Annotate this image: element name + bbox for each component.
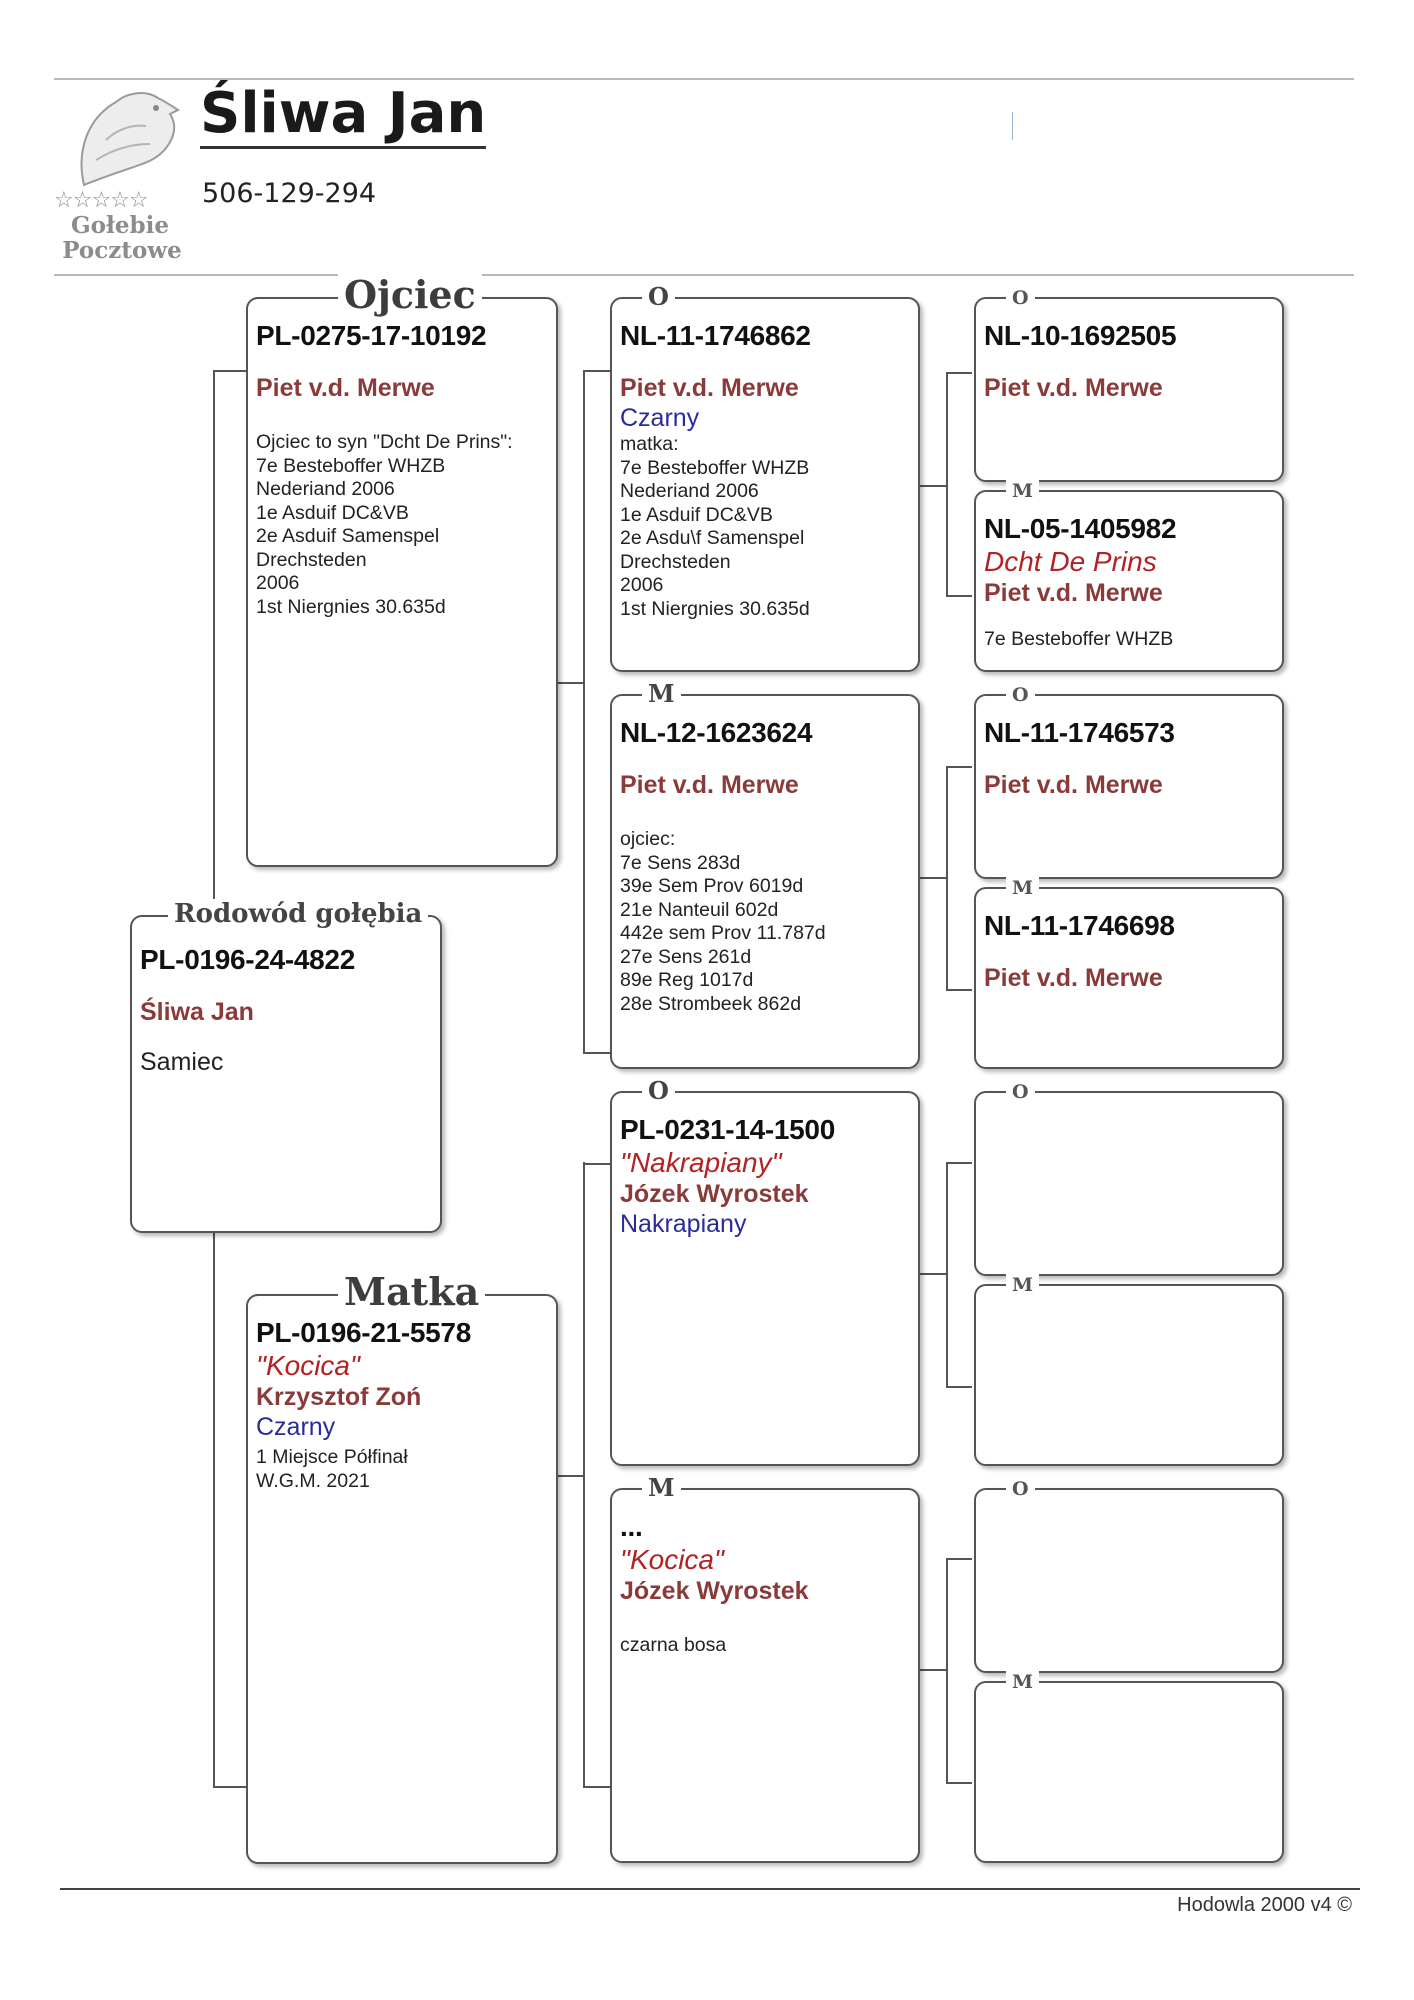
great-grandparent-card[interactable] (974, 684, 1284, 879)
sire-label: Ojciec (338, 273, 482, 317)
owner-name: Piet v.d. Merwe (984, 374, 1163, 402)
connector (946, 766, 948, 991)
phone-number: 506-129-294 (202, 178, 377, 209)
pigeon-name: "Nakrapiany" (620, 1147, 782, 1178)
ring-number: NL-12-1623624 (620, 717, 813, 748)
ring-number: NL-05-1405982 (984, 513, 1177, 544)
pedigree-notes: ojciec: 7e Sens 283d 39e Sem Prov 6019d 21e Nanteuil 602d 442e sem Prov 11.787d 27e Sens 261d 89e Reg 1017d 28e Strombeek 862d (620, 828, 826, 1015)
cursor-mark (1012, 112, 1013, 140)
pigeon-name: "Kocica" (620, 1544, 724, 1575)
owner-name: Piet v.d. Merwe (256, 374, 435, 402)
parent-label: O (1006, 684, 1035, 706)
owner-name: Śliwa Jan (140, 998, 254, 1026)
top-divider (54, 78, 1354, 80)
logo-text-line1: Gołebie (71, 212, 169, 239)
great-grandparent-card[interactable] (974, 1478, 1284, 1673)
parent-label: M (1006, 480, 1039, 502)
great-grandparent-card[interactable] (974, 877, 1284, 1069)
connector (946, 1162, 948, 1388)
plumage-color: Nakrapiany (620, 1210, 747, 1238)
owner-name: Krzysztof Zoń (256, 1383, 422, 1411)
logo (52, 80, 192, 270)
sire-sire-card[interactable] (610, 282, 920, 672)
plumage-color: Czarny (620, 404, 700, 432)
great-grandparent-card[interactable] (974, 287, 1284, 482)
connector (918, 1669, 946, 1671)
owner-name: Piet v.d. Merwe (984, 964, 1163, 992)
connector (946, 1558, 948, 1784)
connector-gap (583, 1054, 585, 1162)
connector (946, 766, 972, 768)
owner-name: Józek Wyrostek (620, 1577, 809, 1605)
connector (556, 682, 583, 684)
great-grandparent-card[interactable] (974, 1081, 1284, 1276)
connector (583, 1052, 610, 1054)
footer-credit: Hodowla 2000 v4 © (1177, 1894, 1352, 1916)
connector (946, 1782, 972, 1784)
connector (946, 1386, 972, 1388)
ring-number: PL-0275-17-10192 (256, 320, 487, 351)
pedigree-notes: matka: 7e Besteboffer WHZB Nederiand 2006 1e Asduif DC&VB 2e Asdu\f Samenspel Drechsteden 2006 1st Niergnies 30.635d (620, 433, 810, 620)
connector (918, 485, 946, 487)
connector (213, 1232, 215, 1788)
owner-name: Piet v.d. Merwe (984, 579, 1163, 607)
pedigree-notes: 1 Miejsce Półfinał W.G.M. 2021 (256, 1446, 408, 1492)
connector (946, 1558, 972, 1560)
connector (213, 370, 215, 915)
header-divider (54, 274, 1354, 276)
pedigree-notes: 7e Besteboffer WHZB (984, 628, 1174, 650)
parent-label: O (1006, 1081, 1035, 1103)
sire-dam-card[interactable] (610, 679, 920, 1069)
connector (946, 372, 948, 597)
ring-number: PL-0231-14-1500 (620, 1114, 835, 1145)
pigeon-name: Dcht De Prins (984, 546, 1157, 577)
dam-label: Matka (338, 1270, 485, 1314)
connector (583, 1163, 610, 1165)
great-grandparent-card[interactable] (974, 480, 1284, 672)
connector (946, 595, 972, 597)
connector (918, 1273, 946, 1275)
rating-stars-icon: ☆☆☆☆☆ (54, 188, 148, 213)
connector (946, 1162, 972, 1164)
parent-label: O (1006, 287, 1035, 309)
owner-name: Piet v.d. Merwe (984, 771, 1163, 799)
parent-label: M (642, 1474, 681, 1502)
parent-label: M (1006, 877, 1039, 899)
parent-label: O (642, 1077, 675, 1105)
ring-number: PL-0196-24-4822 (140, 944, 355, 975)
plumage-color: Czarny (256, 1413, 336, 1441)
connector (213, 370, 246, 372)
owner-name: Piet v.d. Merwe (620, 771, 799, 799)
parent-label: M (642, 680, 681, 708)
great-grandparent-card[interactable] (974, 1274, 1284, 1466)
page-title: Śliwa Jan (200, 82, 486, 149)
dam-sire-card[interactable] (610, 1076, 920, 1466)
subject-label: Rodowód gołębia (168, 899, 428, 929)
sex: Samiec (140, 1048, 224, 1076)
parent-label: O (1006, 1478, 1035, 1500)
ring-number: NL-11-1746573 (984, 717, 1175, 748)
ring-number: NL-11-1746862 (620, 320, 811, 351)
ring-number: PL-0196-21-5578 (256, 1317, 471, 1348)
connector (946, 372, 972, 374)
connector (556, 1475, 583, 1477)
pedigree-notes: czarna bosa (620, 1634, 727, 1656)
connector (583, 1786, 610, 1788)
ring-number: NL-10-1692505 (984, 320, 1177, 351)
owner-name: Józek Wyrostek (620, 1180, 809, 1208)
connector (583, 370, 610, 372)
parent-label: O (642, 283, 675, 311)
pigeon-name: "Kocica" (256, 1350, 360, 1381)
connector (213, 1786, 246, 1788)
connector (918, 877, 946, 879)
pedigree-notes: Ojciec to syn "Dcht De Prins": 7e Besteboffer WHZB Nederiand 2006 1e Asduif DC&VB 2e Asduif Samenspel Drechsteden 2006 1st Niergnies 30.635d (256, 431, 513, 618)
pigeon-icon (66, 80, 186, 192)
connector (946, 989, 972, 991)
dam-dam-card[interactable] (610, 1473, 920, 1863)
dam-card[interactable] (246, 1269, 558, 1864)
ring-number: NL-11-1746698 (984, 910, 1175, 941)
ring-number: ... (620, 1511, 643, 1542)
owner-name: Piet v.d. Merwe (620, 374, 799, 402)
logo-text-line2: Pocztowe (62, 237, 182, 264)
parent-label: M (1006, 1671, 1039, 1693)
parent-label: M (1006, 1274, 1039, 1296)
subject-card[interactable] (130, 899, 442, 1233)
sire-card[interactable] (246, 272, 558, 867)
great-grandparent-card[interactable] (974, 1671, 1284, 1863)
footer-divider (60, 1888, 1360, 1890)
